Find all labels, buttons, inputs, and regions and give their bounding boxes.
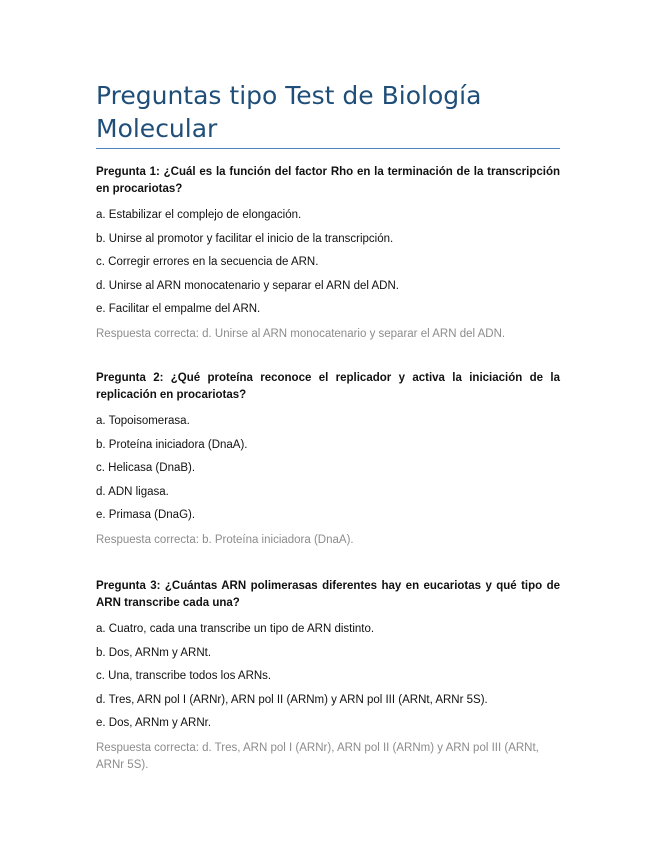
question-3-option-d: d. Tres, ARN pol I (ARNr), ARN pol II (ARNm) y ARN pol III (ARNt, ARNr 5S). [96,693,488,706]
question-1-option-c: c. Corregir errores en la secuencia de ARN. [96,256,319,268]
question-2-option-a: a. Topoisomerasa. [96,415,190,427]
question-2-option-c: c. Helicasa (DnaB). [96,462,196,474]
title-line-1: Preguntas tipo Test de Biología [96,81,482,110]
question-3-option-a: a. Cuatro, cada una transcribe un tipo de ARN distinto. [96,623,375,635]
question-3-option-b: b. Dos, ARNm y ARNt. [96,646,212,659]
question-3-label: Pregunta 3: ¿Cuántas ARN polimerasas diferentes hay en eucariotas y qué tipo de ARN transcribe cada una? [96,580,560,609]
question-3-option-c: c. Una, transcribe todos los ARNs. [96,670,272,682]
question-1-label: Pregunta 1: ¿Cuál es la función del factor Rho en la terminación de la transcripción en procariotas? [96,166,560,195]
question-1-option-e: e. Facilitar el empalme del ARN. [96,303,261,315]
question-2 [96,370,560,549]
question-1-option-d: d. Unirse al ARN monocatenario y separar el ARN del ADN. [96,279,399,292]
title-underline [96,148,560,149]
document-title [96,79,560,145]
question-2-label: Pregunta 2: ¿Qué proteína reconoce el replicador y activa la iniciación de la replicación en procariotas? [96,372,560,401]
question-1-option-b: b. Unirse al promotor y facilitar el inicio de la transcripción. [96,232,394,245]
question-2-answer: Respuesta correcta: b. Proteína iniciadora (DnaA). [96,533,354,546]
question-2-option-e: e. Primasa (DnaG). [96,509,196,521]
question-3-answer: Respuesta correcta: d. Tres, ARN pol I (ARNr), ARN pol II (ARNm) y ARN pol III (ARNt, ARNr 5S). [96,741,539,771]
question-1 [96,164,560,343]
question-2-option-b: b. Proteína iniciadora (DnaA). [96,438,248,451]
title-line-2: Molecular [96,114,218,143]
question-1-answer: Respuesta correcta: d. Unirse al ARN monocatenario y separar el ARN del ADN. [96,327,506,340]
question-3 [96,578,560,774]
question-2-option-d: d. ADN ligasa. [96,485,169,498]
question-1-option-a: a. Estabilizar el complejo de elongación. [96,209,302,221]
question-3-option-e: e. Dos, ARNm y ARNr. [96,717,212,729]
